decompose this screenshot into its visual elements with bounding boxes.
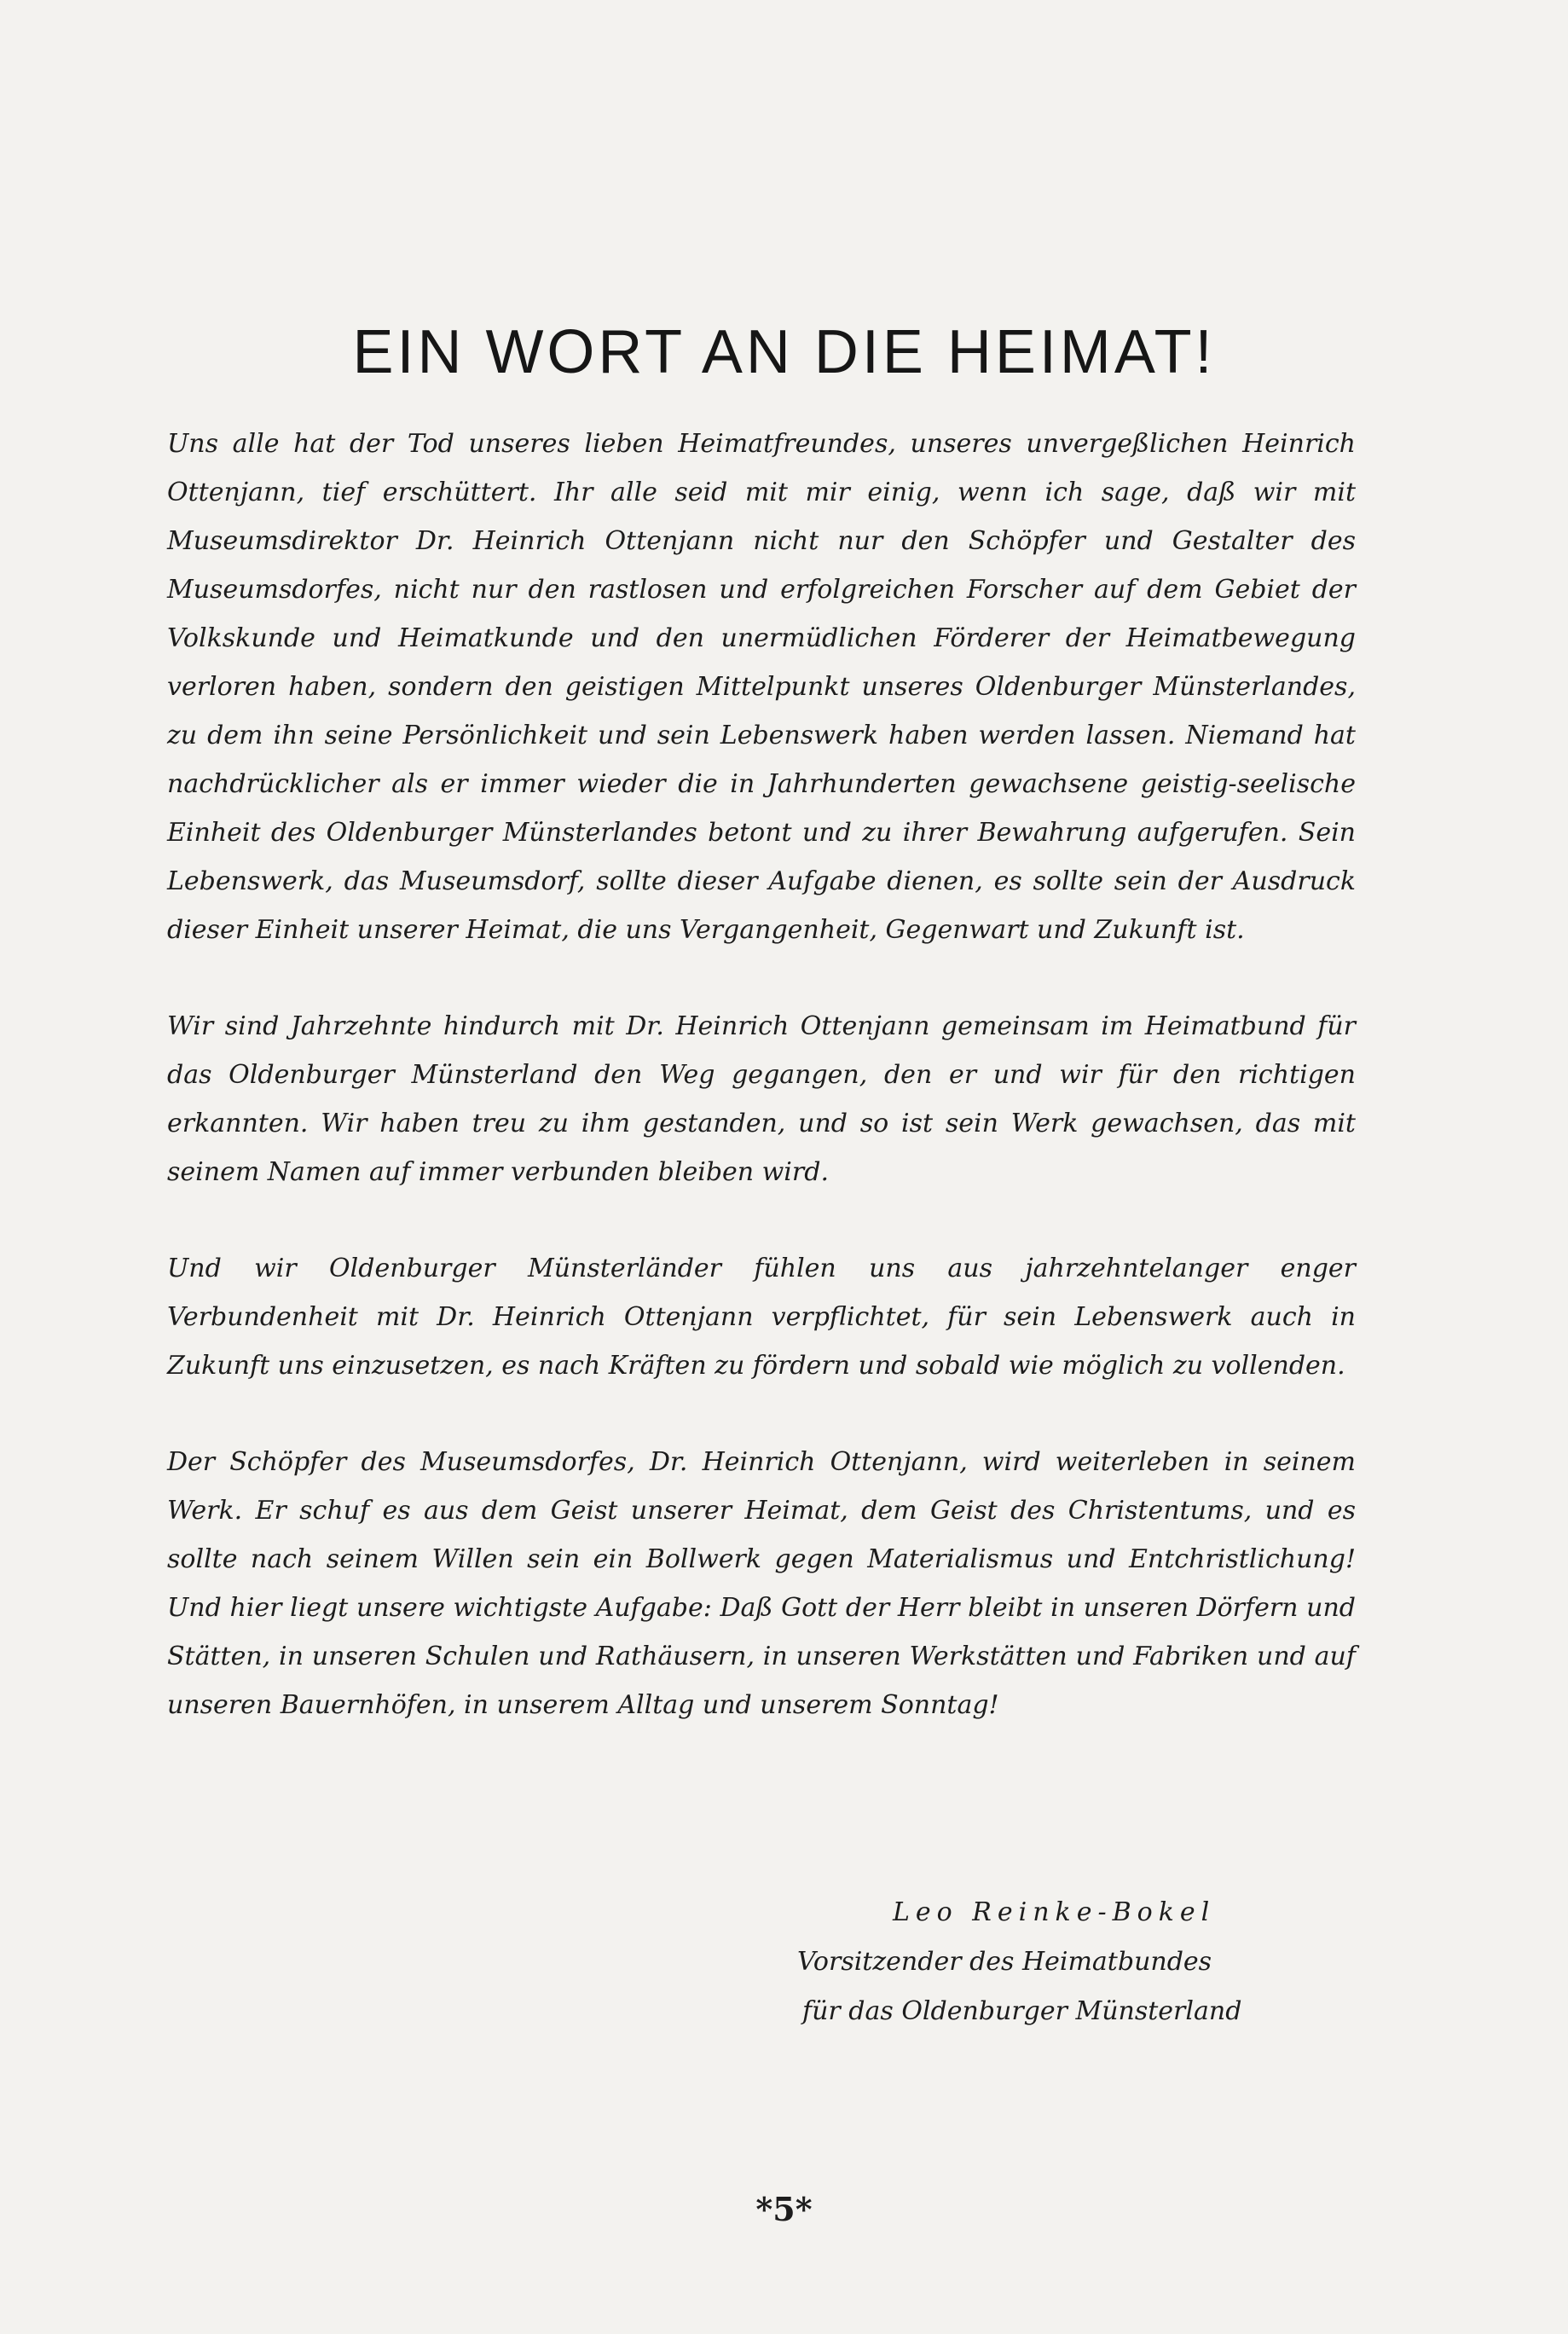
letter-body bbox=[167, 420, 1356, 1729]
signature-block bbox=[797, 1888, 1326, 2036]
page-number: *5* bbox=[755, 2190, 813, 2228]
signature-name: Leo Reinke-Bokel bbox=[893, 1897, 1216, 1927]
paragraph-3: Und wir Oldenburger Münsterländer fühlen uns aus jahrzehntelanger enger Verbundenheit mit Dr. Heinrich Ottenjann verpflichtet, für sein Lebenswerk auch in Zukunft uns einzusetzen, es nach Kräften zu fördern und sobald wie möglich zu vollenden. bbox=[167, 1254, 1356, 1381]
signature-role-line-1: Vorsitzender des Heimatbundes bbox=[797, 1947, 1212, 1977]
page-title: EIN WORT AN DIE HEIMAT! bbox=[352, 318, 1216, 386]
paragraph-2: Wir sind Jahrzehnte hindurch mit Dr. Heinrich Ottenjann gemeinsam im Heimatbund für das Oldenburger Münsterland den Weg gegangen, den er und wir für den richtigen erkannten. Wir haben treu zu ihm gestanden, und so ist sein Werk gewachsen, das mit seinem Namen auf immer verbunden bleiben wird. bbox=[167, 1011, 1356, 1187]
signature-role-line-2: für das Oldenburger Münsterland bbox=[802, 1996, 1242, 2026]
paragraph-4: Der Schöpfer des Museumsdorfes, Dr. Heinrich Ottenjann, wird weiterleben in seinem Werk. Er schuf es aus dem Geist unserer Heimat, dem Geist des Christentums, und es sollte nach seinem Willen sein ein Bollwerk gegen Materialismus und Entchristlichung! Und hier liegt unsere wichtigste Aufgabe: Daß Gott der Herr bleibt in unseren Dörfern und Stätten, in unseren Schulen und Rathäusern, in unseren Werkstätten und Fabriken und auf unseren Bauernhöfen, in unserem Alltag und unserem Sonntag! bbox=[167, 1447, 1356, 1720]
paragraph-1: Uns alle hat der Tod unseres lieben Heimatfreundes, unseres unvergeßlichen Heinrich Ottenjann, tief erschüttert. Ihr alle seid mit mir einig, wenn ich sage, daß wir mit Museumsdirektor Dr. Heinrich Ottenjann nicht nur den Schöpfer und Gestalter des Museumsdorfes, nicht nur den rastlosen und erfolgreichen Forscher auf dem Gebiet der Volkskunde und Heimatkunde und den unermüdlichen Förderer der Heimatbewegung verloren haben, sondern den geistigen Mittelpunkt unseres Oldenburger Münsterlandes, zu dem ihn seine Persönlichkeit und sein Lebenswerk haben werden lassen. Niemand hat nachdrücklicher als er immer wieder die in Jahrhunderten gewachsene geistig-seelische Einheit des Oldenburger Münsterlandes betont und zu ihrer Bewahrung aufgerufen. Sein Lebenswerk, das Museumsdorf, sollte dieser Aufgabe dienen, es sollte sein der Ausdruck dieser Einheit unserer Heimat, die uns Vergangenheit, Gegenwart und Zukunft ist. bbox=[167, 429, 1356, 945]
